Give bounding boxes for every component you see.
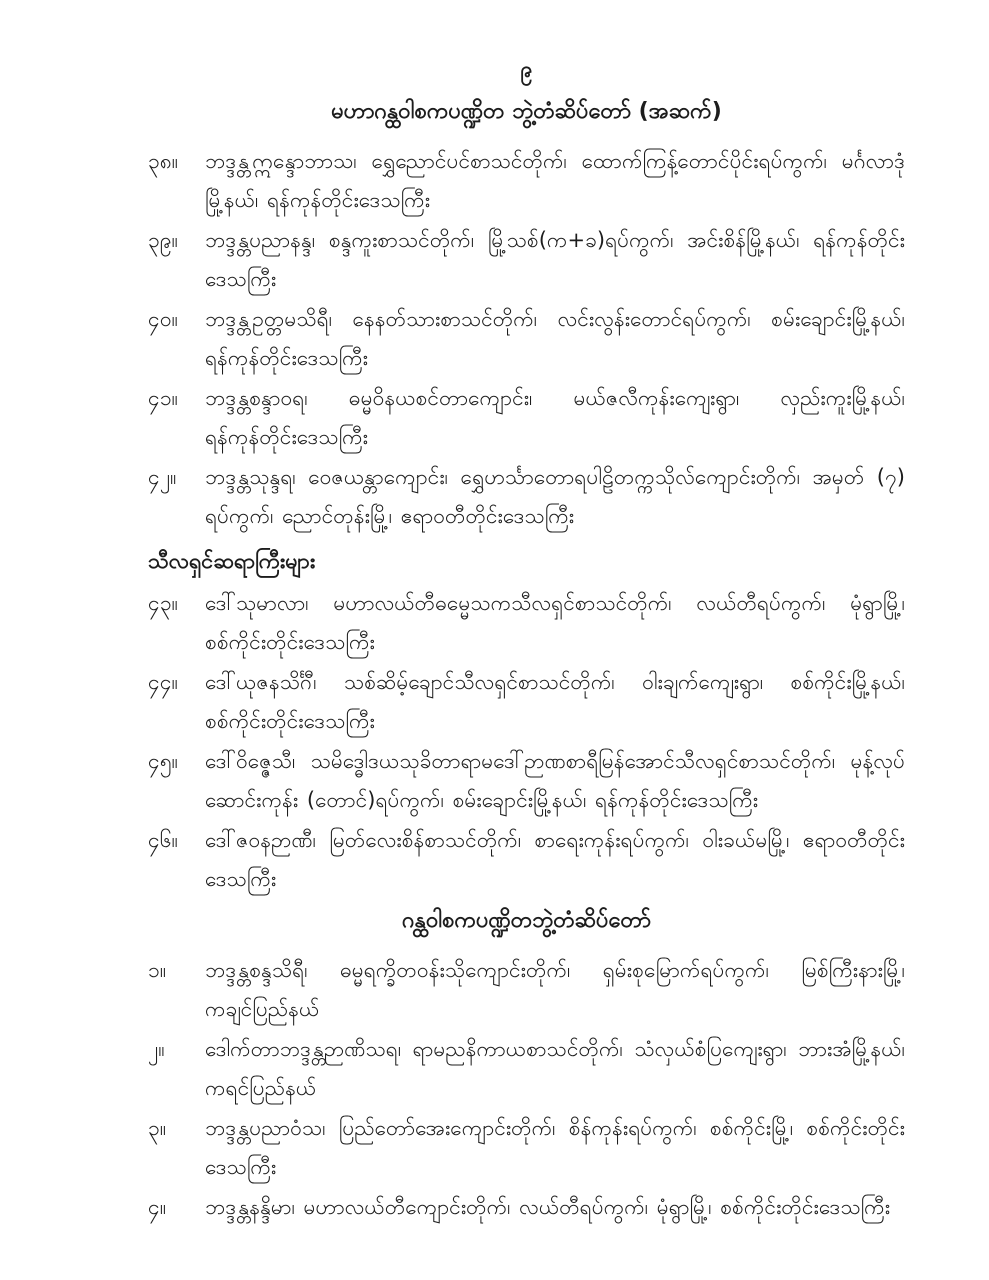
item-text: ဘဒ္ဒန္တစန္ဒသိရီ၊ ဓမ္မရက္ခိတဝန်းသိုကျောင်းတိုက်၊ ရှမ်းစုမြောက်ရပ်ကွက်၊ မြစ်ကြီးနားမြို့၊ ကချင်ပြည်နယ် [205,958,905,1021]
item-number: ၄၁။ [148,386,178,410]
list-item [148,1109,905,1187]
item-text: ဒေါ်ဇဝနဉာဏီ၊ မြတ်လေးစိန်စာသင်တိုက်၊ စာရေးကုန်းရပ်ကွက်၊ ဝါးခယ်မမြို့၊ ဧရာဝတီတိုင်းဒေသကြီး [205,828,905,891]
list-item [148,951,905,1029]
item-number: ၂။ [148,1037,165,1061]
list-item [148,742,905,820]
item-text: ဒေါ်သုမာလာ၊ မဟာလယ်တီဓမ္မေသကသီလရှင်စာသင်တိုက်၊ လယ်တီရပ်ကွက်၊ မုံရွာမြို့၊ စစ်ကိုင်းတိုင်းဒေသကြီး [205,591,905,654]
list-item [148,142,905,220]
list-item [148,458,905,536]
list-item [148,821,905,899]
page-number: ၉ [520,57,533,81]
item-number: ၄၃။ [148,591,178,615]
item-text: ဘဒ္ဒန္တနန္ဒိမာ၊ မဟာလယ်တီကျောင်းတိုက်၊ လယ်တီရပ်ကွက်၊ မုံရွာမြို့၊ စစ်ကိုင်းတိုင်းဒေသကြီး [205,1195,891,1219]
document-body [148,92,905,1227]
item-text: ဒေါ်ဝိဇ္ဇေသီ၊ သမိဒ္ဓေါဒယသုခိတာရာမဒေါ်ဉာဏစာရီမြန်အောင်သီလရှင်စာသင်တိုက်၊ မုန့်လုပ်ဆောင်းကုန်း (တောင်)ရပ်ကွက်၊ စမ်းချောင်းမြို့နယ်၊ ရန်ကုန်တိုင်းဒေသကြီး [205,749,905,812]
item-number: ၄၂။ [148,465,177,489]
list-item [148,1188,905,1227]
item-text: ဘဒ္ဒန္တသုန္ဒရ၊ ဝေဇယန္တာကျောင်း၊ ရွှေဟင်္သာတောရပါဠိတက္ကသိုလ်ကျောင်းတိုက်၊ အမှတ် (၇) ရပ်ကွက်၊ ညောင်တုန်းမြို့၊ ဧရာဝတီတိုင်းဒေသကြီး [205,465,905,528]
item-text: ဒေါက်တာဘဒ္ဒန္တဉာဏိသရ၊ ရာမညနိကာယစာသင်တိုက်၊ သံလှယ်စံပြကျေးရွာ၊ ဘားအံမြို့နယ်၊ ကရင်ပြည်နယ် [205,1037,905,1100]
item-number: ၄၆။ [148,828,178,852]
item-text: ဘဒ္ဒန္တဥတ္တမသိရီ၊ နေနတ်သားစာသင်တိုက်၊ လင်းလွန်းတောင်ရပ်ကွက်၊ စမ်းချောင်းမြို့နယ်၊ ရန်ကုန်တိုင်းဒေသကြီး [205,307,905,370]
item-number: ၄။ [148,1195,167,1219]
item-number: ၃။ [148,1116,167,1140]
item-number: ၄၄။ [148,670,178,694]
item-text: ဘဒ္ဒန္တပညာဝံသ၊ ပြည်တော်အေးကျောင်းတိုက်၊ စိန်ကုန်းရပ်ကွက်၊ စစ်ကိုင်းမြို့၊ စစ်ကိုင်းတိုင်းဒေသကြီး [205,1116,905,1179]
item-text: ဘဒ္ဒန္တဣန္ဒောဘာသ၊ ရွှေညောင်ပင်စာသင်တိုက်၊ ထောက်ကြန့်တောင်ပိုင်းရပ်ကွက်၊ မင်္ဂလာဒုံမြို့နယ်၊ ရန်ကုန်တိုင်းဒေသကြီး [205,149,905,212]
list-item [148,221,905,299]
item-number: ၁။ [148,958,167,982]
list-item [148,584,905,662]
section-heading: ဂန္ထဝါစကပဏ္ဍိတဘွဲ့တံဆိပ်တော် [402,908,651,933]
item-text: ဘဒ္ဒန္တစန္ဒာဝရ၊ ဓမ္မဝိနယစင်တာကျောင်း၊ မယ်ဇလီကုန်းကျေးရွာ၊ လှည်းကူးမြို့နယ်၊ ရန်ကုန်တိုင်းဒေသကြီး [205,386,905,449]
item-number: ၃၈။ [148,149,179,173]
section-heading: မဟာဂန္ထဝါစကပဏ္ဍိတ ဘွဲ့တံဆိပ်တော် (အဆက်) [331,99,722,124]
list-item [148,1030,905,1108]
list-item [148,300,905,378]
item-number: ၃၉။ [148,228,178,252]
section-heading: သီလရှင်ဆရာကြီးများ [148,549,316,574]
item-number: ၄၀။ [148,307,178,331]
list-item [148,379,905,457]
list-item [148,663,905,741]
item-text: ဒေါ်ယုဇနသိင်္ဂီ၊ သစ်ဆိမ့်ချောင်သီလရှင်စာသင်တိုက်၊ ဝါးချက်ကျေးရွာ၊ စစ်ကိုင်းမြို့နယ်၊ စစ်ကိုင်းတိုင်းဒေသကြီး [205,670,905,733]
item-number: ၄၅။ [148,749,178,773]
item-text: ဘဒ္ဒန္တပညာနန္ဒ၊ စန္ဒကူးစာသင်တိုက်၊ မြို့သစ်(က+ခ)ရပ်ကွက်၊ အင်းစိန်မြို့နယ်၊ ရန်ကုန်တိုင်းဒေသကြီး [205,228,905,291]
